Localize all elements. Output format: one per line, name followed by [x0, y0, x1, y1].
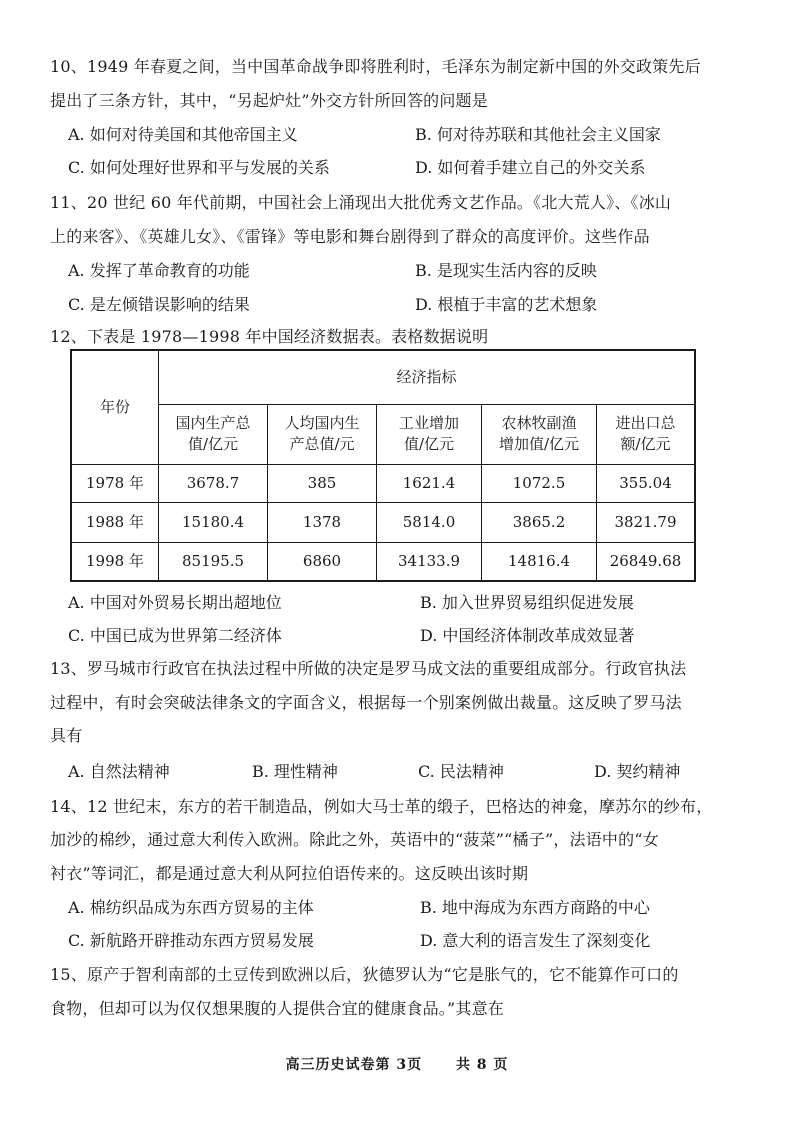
table-header-year: 年份: [71, 350, 159, 464]
table-row: [71, 464, 695, 502]
table-cell: 15180.4: [159, 502, 268, 542]
q13-option-b: B. 理性精神: [252, 762, 338, 781]
table-column-header: 人均国内生 产总值/元: [268, 404, 377, 464]
q10-option-a: A. 如何对待美国和其他帝国主义: [68, 125, 298, 144]
q10-stem-line2: 提出了三条方针，其中，“另起炉灶”外交方针所回答的问题是: [50, 91, 488, 110]
footer-page-number: 高三历史试卷第 3页: [285, 1057, 423, 1073]
table-cell: 5814.0: [377, 502, 482, 542]
table-cell: 3865.2: [482, 502, 597, 542]
table-cell: 1072.5: [482, 464, 597, 502]
table-cell: 355.04: [597, 464, 696, 502]
table-cell-year: 1998 年: [71, 542, 159, 581]
q13-stem-line1: 13、罗马城市行政官在执法过程中所做的决定是罗马成文法的重要组成部分。行政官执法: [50, 659, 687, 678]
table-cell: 34133.9: [377, 542, 482, 581]
table-cell-year: 1988 年: [71, 502, 159, 542]
q14-option-b: B. 地中海成为东西方商路的中心: [420, 898, 650, 917]
q10-option-c: C. 如何处理好世界和平与发展的关系: [68, 158, 330, 177]
q10-option-d: D. 如何着手建立自己的外交关系: [415, 158, 646, 177]
table-column-header: 工业增加 值/亿元: [377, 404, 482, 464]
table-cell: 3678.7: [159, 464, 268, 502]
q14-option-c: C. 新航路开辟推动东西方贸易发展: [68, 931, 314, 950]
table-cell: 1378: [268, 502, 377, 542]
q12-option-b: B. 加入世界贸易组织促进发展: [420, 593, 634, 612]
q13-stem-line3: 具有: [50, 726, 83, 745]
q11-option-a: A. 发挥了革命教育的功能: [68, 261, 250, 280]
q13-stem-line2: 过程中，有时会突破法律条文的字面含义，根据每一个别案例做出裁量。这反映了罗马法: [50, 693, 682, 712]
table-row: [71, 542, 695, 581]
table-cell: 6860: [268, 542, 377, 581]
table-column-header: 国内生产总 值/亿元: [159, 404, 268, 464]
table-column-header: 进出口总 额/亿元: [597, 404, 696, 464]
q14-option-a: A. 棉纺织品成为东西方贸易的主体: [68, 898, 314, 917]
table-header-group: 经济指标: [159, 350, 696, 404]
table-cell: 385: [268, 464, 377, 502]
q11-stem-line2: 上的来客》、《英雄儿女》、《雷锋》等电影和舞台剧得到了群众的高度评价。这些作品: [50, 227, 650, 246]
q14-stem-line3: 衬衣”等词汇，都是通过意大利从阿拉伯语传来的。这反映出该时期: [50, 864, 529, 883]
q12-option-c: C. 中国已成为世界第二经济体: [68, 626, 282, 645]
q11-option-c: C. 是左倾错误影响的结果: [68, 295, 250, 314]
page-footer: [0, 1054, 794, 1074]
table-row: [71, 502, 695, 542]
footer-total-pages: 共 8 页: [455, 1057, 509, 1073]
q14-stem-line1: 14、12 世纪末，东方的若干制造品，例如大马士革的缎子，巴格达的神龛，摩苏尔的纱布，: [50, 797, 713, 816]
table-cell: 85195.5: [159, 542, 268, 581]
table-cell: 14816.4: [482, 542, 597, 581]
q14-stem-line2: 加沙的棉纱，通过意大利传入欧洲。除此之外，英语中的“菠菜”“橘子”，法语中的“女: [50, 830, 659, 849]
q10-stem-line1: 10、1949 年春夏之间，当中国革命战争即将胜利时，毛泽东为制定新中国的外交政策先后: [50, 57, 701, 76]
q13-option-d: D. 契约精神: [594, 762, 681, 781]
table-column-header: 农林牧副渔 增加值/亿元: [482, 404, 597, 464]
q12-option-a: A. 中国对外贸易长期出超地位: [68, 593, 282, 612]
q12-option-d: D. 中国经济体制改革成效显著: [420, 626, 635, 645]
economic-data-table: [70, 349, 696, 582]
table-cell: 1621.4: [377, 464, 482, 502]
q13-option-c: C. 民法精神: [418, 762, 504, 781]
q14-option-d: D. 意大利的语言发生了深刻变化: [420, 931, 651, 950]
table-cell: 26849.68: [597, 542, 696, 581]
q11-option-d: D. 根植于丰富的艺术想象: [415, 295, 598, 314]
q11-option-b: B. 是现实生活内容的反映: [415, 261, 597, 280]
q13-option-a: A. 自然法精神: [68, 762, 170, 781]
q12-stem-line1: 12、下表是 1978—1998 年中国经济数据表。表格数据说明: [50, 327, 489, 346]
table-cell-year: 1978 年: [71, 464, 159, 502]
q15-stem-line1: 15、原产于智利南部的土豆传到欧洲以后，狄德罗认为“它是胀气的，它不能算作可口的: [50, 965, 679, 984]
table-cell: 3821.79: [597, 502, 696, 542]
q10-option-b: B. 何对待苏联和其他社会主义国家: [415, 125, 661, 144]
q15-stem-line2: 食物，但却可以为仅仅想果腹的人提供合宜的健康食品。”其意在: [50, 999, 504, 1018]
q11-stem-line1: 11、20 世纪 60 年代前期，中国社会上涌现出大批优秀文艺作品。《北大荒人》、《冰山: [50, 193, 672, 212]
